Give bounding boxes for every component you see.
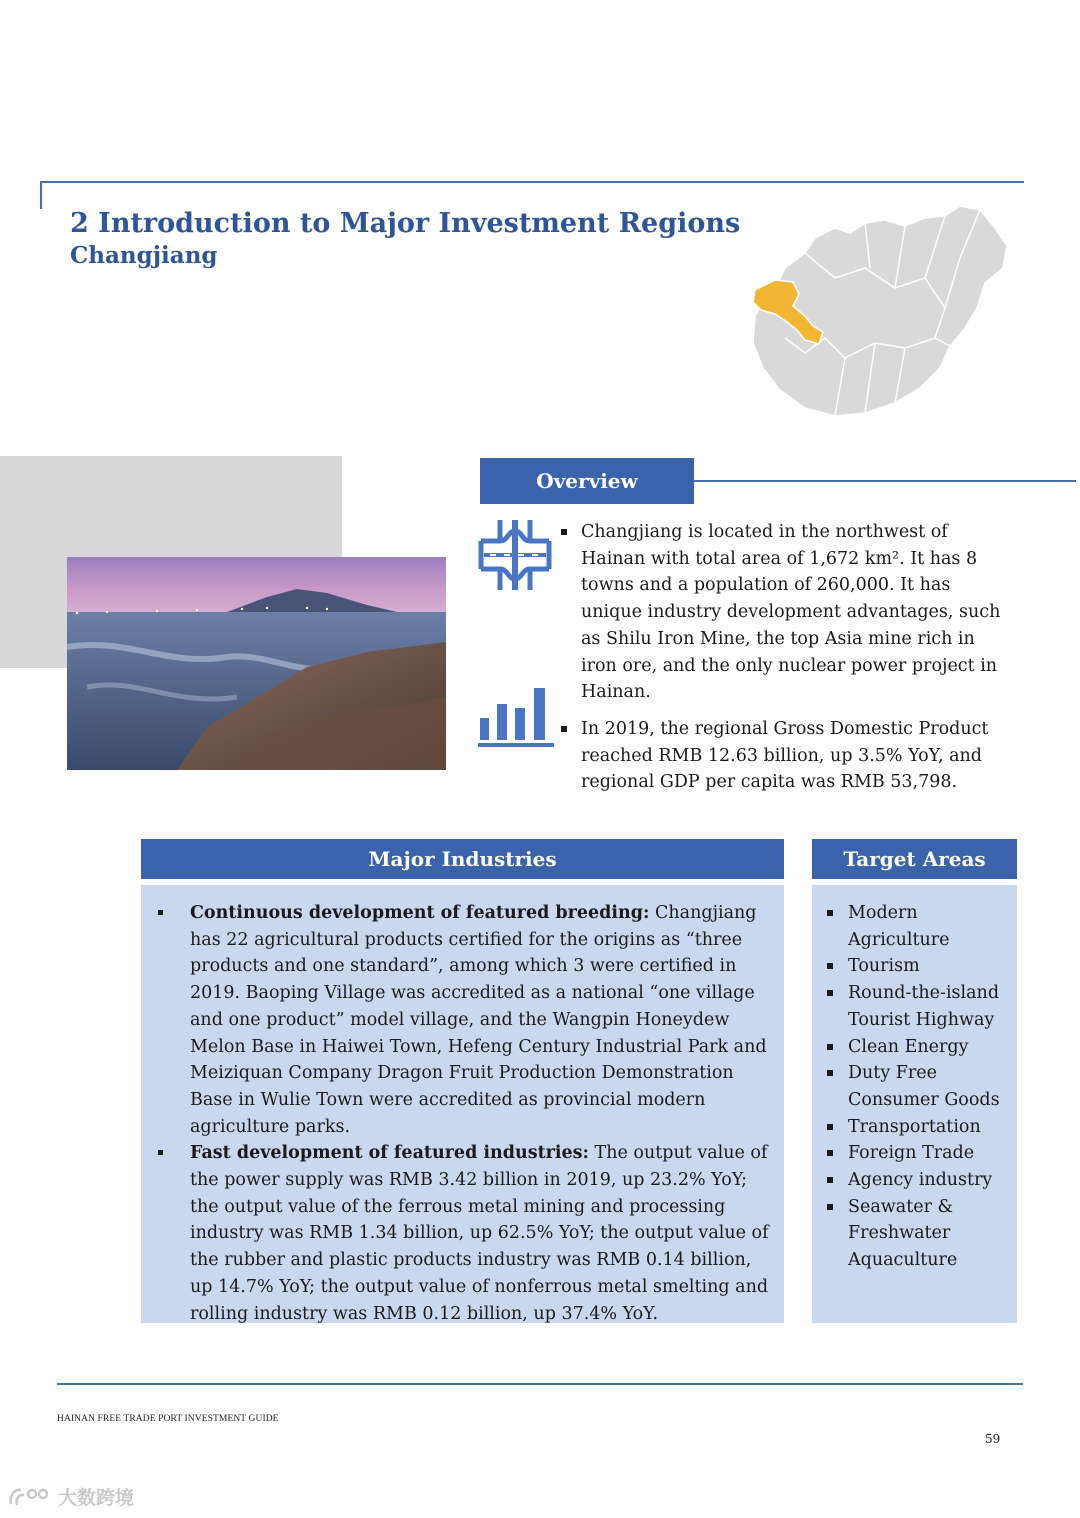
list-item bbox=[158, 900, 770, 1140]
industry-lead: Continuous development of featured breeding: bbox=[190, 903, 650, 923]
header-rule-tick bbox=[40, 181, 42, 209]
watermark-logo-icon bbox=[8, 1486, 54, 1508]
overview-rule bbox=[694, 480, 1076, 482]
list-item: Modern Agriculture bbox=[827, 900, 1007, 953]
industry-text: Changjiang has 22 agricultural products certified for the origins as “three products and one standard”, among which 3 were certified in 2019. Baoping Village was accredited as a national “one village and one product” model village, and the Wangpin Honeydew Melon Base in Haiwei Town, Hefeng Century Industrial Park and Meiziquan Company Dragon Fruit Production Demonstration Base in Wulie Town were accredited as provincial modern agriculture parks. bbox=[190, 903, 767, 1137]
crossroads-icon bbox=[478, 517, 552, 593]
watermark-text: 大数跨境 bbox=[58, 1487, 135, 1509]
overview-heading: Overview bbox=[480, 458, 694, 504]
coastline-photo bbox=[67, 557, 446, 770]
overview-bullet: Changjiang is located in the northwest of Hainan with total area of 1,672 km². It has 8 towns and a population of 260,000. It has unique industry development advantages, such as Shilu Iron Mine, the top Asia mine rich in iron ore, and the only nuclear power project in Hainan. bbox=[560, 519, 1010, 706]
list-item: Tourism bbox=[827, 953, 1007, 980]
hainan-map-icon bbox=[745, 198, 1015, 423]
page-subtitle: Changjiang bbox=[70, 242, 218, 269]
list-item bbox=[158, 1140, 770, 1327]
header-rule bbox=[40, 181, 1024, 183]
target-areas-heading: Target Areas bbox=[812, 839, 1017, 879]
major-industries-list bbox=[158, 900, 770, 1327]
list-item: Foreign Trade bbox=[827, 1140, 1007, 1167]
overview-bullet: In 2019, the regional Gross Domestic Product reached RMB 12.63 billion, up 3.5% YoY, and regional GDP per capita was RMB 53,798. bbox=[560, 716, 1010, 796]
list-item: Round-the-island Tourist Highway bbox=[827, 980, 1007, 1033]
list-item: Seawater & Freshwater Aquaculture bbox=[827, 1194, 1007, 1274]
overview-list bbox=[560, 519, 1010, 806]
industry-text: The output value of the power supply was RMB 3.42 billion in 2019, up 23.2% YoY; the output value of the ferrous metal mining and processing industry was RMB 1.34 billion, up 62.5% YoY; the output value of the rubber and plastic products industry was RMB 0.14 billion, up 14.7% YoY; the output value of nonferrous metal smelting and rolling industry was RMB 0.12 billion, up 37.4% YoY. bbox=[190, 1143, 769, 1324]
list-item: Clean Energy bbox=[827, 1034, 1007, 1061]
target-areas-list bbox=[827, 900, 1007, 1274]
watermark bbox=[8, 1483, 134, 1510]
major-industries-heading: Major Industries bbox=[141, 839, 784, 879]
list-item: Transportation bbox=[827, 1114, 1007, 1141]
footer-rule bbox=[57, 1383, 1023, 1385]
page-number: 59 bbox=[985, 1432, 1001, 1446]
list-item: Agency industry bbox=[827, 1167, 1007, 1194]
list-item: Duty Free Consumer Goods bbox=[827, 1060, 1007, 1113]
bar-chart-icon bbox=[478, 686, 554, 748]
page-title: 2 Introduction to Major Investment Regions bbox=[70, 208, 741, 239]
industry-lead: Fast development of featured industries: bbox=[190, 1143, 589, 1164]
footer-guide-title: HAINAN FREE TRADE PORT INVESTMENT GUIDE bbox=[57, 1414, 279, 1424]
